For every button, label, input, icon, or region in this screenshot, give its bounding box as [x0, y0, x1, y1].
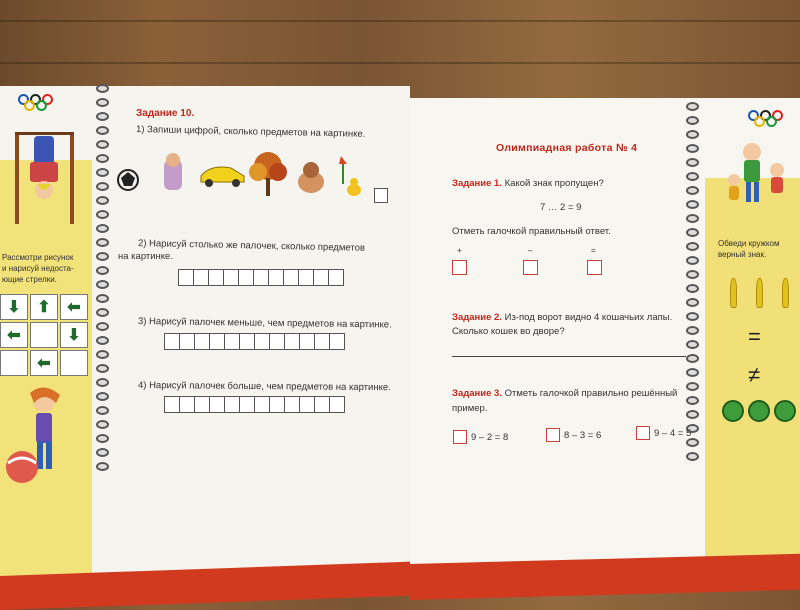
arrow-left-icon: ⬅: [0, 322, 28, 348]
right-side-text: Обведи кружком верный знак.: [718, 239, 780, 259]
task2-text-line2: Сколько кошек во дворе?: [452, 326, 565, 337]
kettlebell-icon: [722, 400, 744, 422]
task3-example1: 9 – 2 = 8: [471, 432, 509, 443]
olympiad-header: Олимпиадная работа № 4: [496, 142, 638, 154]
task2-text-line1: Из-под ворот видно 4 кошачьих лапы.: [504, 312, 673, 323]
stick-cells-fewer[interactable]: [164, 333, 344, 350]
arrow-down-icon: ⬇: [60, 322, 88, 348]
kettlebell-icon: [748, 400, 770, 422]
task2-row: [452, 312, 672, 323]
girl-with-ball-icon: [4, 383, 84, 493]
task1-title: Задание 1.: [452, 178, 502, 189]
task1-instruction: Отметь галочкой правильный ответ.: [452, 226, 611, 237]
task1-row: [452, 178, 604, 189]
task10-item3: 3) Нарисуй палочек меньше, чем предметов на картинке.: [137, 316, 392, 331]
not-equals-sign[interactable]: ≠: [748, 362, 761, 387]
task1-option-plus-checkbox[interactable]: [452, 260, 467, 275]
task2-title: Задание 2.: [452, 312, 502, 323]
task3-example1-checkbox[interactable]: [453, 430, 467, 444]
arrow-empty-cell[interactable]: [30, 322, 58, 348]
task1-option-plus-label: +: [457, 246, 462, 255]
task3-example2: 8 – 3 = 6: [564, 430, 602, 441]
gymnast-on-bar-icon: [10, 124, 80, 229]
task3-text-line1: Отметь галочкой правильно решённый: [504, 388, 678, 399]
workbook-spread: [0, 78, 800, 538]
stick-cells-more[interactable]: [164, 396, 344, 413]
task1-equation: 7 … 2 = 9: [540, 202, 582, 213]
items-picture-row: [116, 150, 386, 200]
task10-item2-line1: 2) Нарисуй столько же палочек, сколько предметов: [137, 238, 366, 254]
arrow-left-icon: ⬅: [60, 294, 88, 320]
task3-title: Задание 3.: [452, 388, 502, 399]
arrow-up-icon: ⬆: [30, 294, 58, 320]
task1-option-equals-label: =: [591, 246, 596, 255]
bowling-pin-icon: [756, 278, 763, 308]
task10-item2-line2: на картинке.: [118, 251, 173, 262]
arrow-empty-cell[interactable]: [60, 350, 88, 376]
arrow-left-icon: ⬅: [30, 350, 58, 376]
stick-cells-equal[interactable]: [178, 269, 343, 286]
task1-option-minus-checkbox[interactable]: [523, 260, 538, 275]
bowling-pin-icon: [730, 278, 737, 308]
equals-sign[interactable]: =: [748, 324, 761, 349]
task10-title: Задание 10.: [136, 108, 195, 119]
arrow-grid: [0, 294, 88, 376]
kettlebell-icon: [774, 400, 796, 422]
task3-row: [452, 388, 677, 399]
spiral-binding-right: [686, 102, 700, 466]
spiral-binding-left: [96, 84, 110, 476]
left-side-text: Рассмотри рисунок и нарисуй недоста- ющие стрелки.: [2, 253, 74, 284]
task10-item1: 1) Запиши цифрой, сколько предметов на картинке.: [135, 124, 366, 140]
task3-example2-checkbox[interactable]: [546, 428, 560, 442]
arrow-empty-cell[interactable]: [0, 350, 28, 376]
task2-answer-line[interactable]: [452, 356, 686, 357]
task3-example3-checkbox[interactable]: [636, 426, 650, 440]
count-answer-box[interactable]: [374, 188, 388, 203]
bowling-pin-icon: [782, 278, 789, 308]
task10-item4: 4) Нарисуй палочек больше, чем предметов на картинке.: [137, 380, 391, 394]
task3-example3: 9 – 4 = 5: [654, 428, 692, 439]
task3-text-line2: пример.: [452, 403, 488, 414]
arrow-down-icon: ⬇: [0, 294, 28, 320]
task1-question: Какой знак пропущен?: [504, 178, 604, 189]
task1-option-equals-checkbox[interactable]: [587, 260, 602, 275]
kids-running-icon: [722, 140, 796, 212]
task1-option-minus-label: –: [528, 246, 533, 255]
